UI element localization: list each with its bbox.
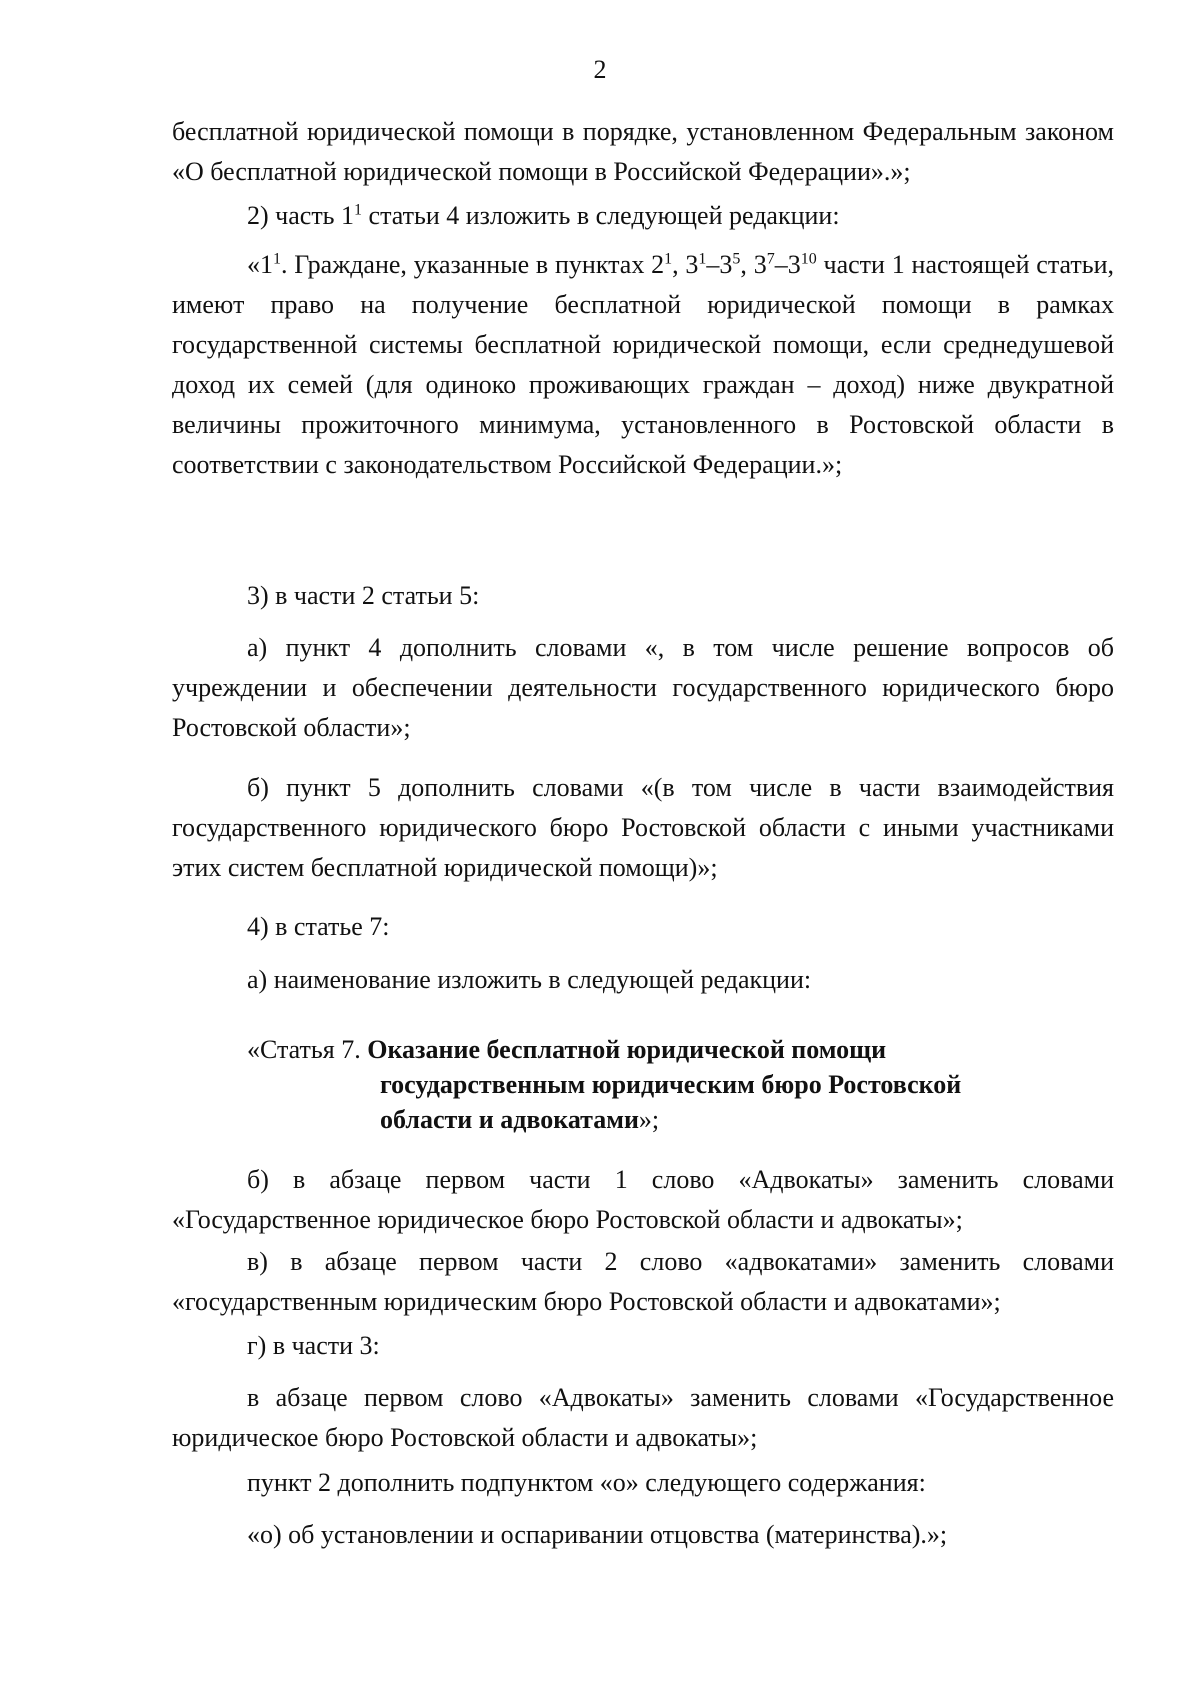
text-span: части 1 настоящей статьи, имеют право на получение бесплатной юридической помощи в рамках государственной системы бесплатной юридической помощи, если среднедушевой доход их семей (для одиноко проживающих граждан – доход) ниже двукратной величины прожиточного минимума, установленного в Ростовской области в соответствии с законодательством Российской Федерации.»; bbox=[172, 250, 1114, 479]
superscript: 1 bbox=[354, 201, 363, 219]
paragraph-item-4g: г) в части 3: bbox=[247, 1331, 380, 1360]
heading-title-line3: области и адвокатами bbox=[380, 1105, 639, 1134]
superscript: 5 bbox=[732, 250, 741, 268]
superscript: 1 bbox=[664, 250, 673, 268]
text-span: 2) часть 1 bbox=[247, 201, 355, 230]
paragraph-quoted-part bbox=[172, 245, 1114, 485]
paragraph-item-4a: а) наименование изложить в следующей редакции: bbox=[247, 965, 812, 994]
text-span: «1 bbox=[247, 250, 273, 279]
paragraph-item-4v: в) в абзаце первом части 2 слово «адвокатами» заменить словами «государственным юридическим бюро Ростовской области и адвокатами»; bbox=[172, 1247, 1114, 1316]
paragraph-item-3b: б) пункт 5 дополнить словами «(в том числе в части взаимодействия государственного юридического бюро Ростовской области с иными участниками этих систем бесплатной юридической помощи)»; bbox=[172, 773, 1114, 882]
paragraph-item-3a: а) пункт 4 дополнить словами «, в том числе решение вопросов об учреждении и обеспечении деятельности государственного юридического бюро Ростовской области»; bbox=[172, 633, 1114, 742]
text-span: , 3 bbox=[740, 250, 767, 279]
text-span: –3 bbox=[774, 250, 801, 279]
paragraph-item-4: 4) в статье 7: bbox=[247, 912, 390, 941]
paragraph-continuation: бесплатной юридической помощи в порядке, установленном Федеральным законом «О бесплатной юридической помощи в Российской Федерации».»; bbox=[172, 117, 1114, 186]
paragraph-item-2 bbox=[172, 196, 1114, 236]
heading-continuation bbox=[247, 1067, 1107, 1102]
superscript: 10 bbox=[800, 250, 817, 268]
paragraph-sub-2: пункт 2 дополнить подпунктом «о» следующего содержания: bbox=[247, 1468, 926, 1497]
superscript: 1 bbox=[698, 250, 707, 268]
text-span: –3 bbox=[706, 250, 733, 279]
heading-title-line2: государственным юридическим бюро Ростовской bbox=[380, 1070, 962, 1099]
text-span: , 3 bbox=[672, 250, 699, 279]
superscript: 1 bbox=[273, 250, 281, 268]
paragraph-item-3: 3) в части 2 статьи 5: bbox=[247, 581, 480, 610]
text-span: . Граждане, указанные в пунктах 2 bbox=[281, 250, 665, 279]
superscript: 7 bbox=[766, 250, 775, 268]
heading-prefix: «Статья 7. bbox=[247, 1035, 368, 1064]
heading-suffix: »; bbox=[638, 1105, 660, 1134]
heading-continuation bbox=[247, 1102, 1107, 1137]
article-heading bbox=[247, 1032, 1107, 1137]
paragraph-sub-1: в абзаце первом слово «Адвокаты» заменить словами «Государственное юридическое бюро Ростовской области и адвокаты»; bbox=[172, 1383, 1114, 1452]
heading-title-line1: Оказание бесплатной юридической помощи bbox=[367, 1035, 887, 1064]
paragraph-item-4b: б) в абзаце первом части 1 слово «Адвокаты» заменить словами «Государственное юридическое бюро Ростовской области и адвокаты»; bbox=[172, 1165, 1114, 1234]
page-number: 2 bbox=[593, 55, 607, 84]
paragraph-quoted-subitem: «о) об установлении и оспаривании отцовства (материнства).»; bbox=[247, 1520, 948, 1549]
text-span: статьи 4 изложить в следующей редакции: bbox=[362, 201, 840, 230]
